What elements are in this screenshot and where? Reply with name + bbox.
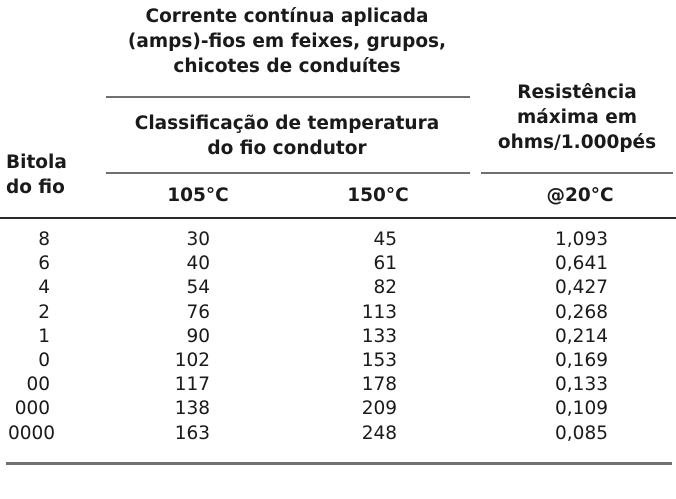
amps-150-cell: 248 [361, 423, 397, 444]
header-resistance-line-3: ohms/1.000pés [497, 132, 657, 153]
header-current-group [100, 4, 474, 79]
resistance-cell: 0,268 [555, 302, 608, 323]
gauge-cell: 0000 [8, 423, 56, 444]
amps-105-cell: 163 [174, 423, 210, 444]
resistance-cell: 0,427 [555, 277, 608, 298]
resistance-cell: 0,169 [555, 350, 608, 371]
amps-105-cell: 40 [186, 253, 210, 274]
resistance-cell: 1,093 [555, 229, 608, 250]
resistance-cell: 0,133 [555, 374, 608, 395]
header-resistance-line-2: máxima em [516, 107, 638, 128]
gauge-cell: 0 [38, 350, 50, 371]
resistance-cell: 0,109 [555, 398, 608, 419]
amps-150-cell: 45 [373, 229, 397, 250]
header-resistance-line-1: Resistência [517, 82, 637, 103]
header-col-105: 105°C [167, 185, 229, 206]
amps-105-cell: 102 [174, 350, 210, 371]
header-current-line-1: Corrente contínua aplicada [145, 6, 429, 27]
header-bottom-rule [0, 217, 676, 219]
amps-105-cell: 90 [186, 326, 210, 347]
amps-150-cell: 133 [361, 326, 397, 347]
amps-105-cell: 117 [174, 374, 210, 395]
resistance-cell: 0,214 [555, 326, 608, 347]
header-col-res-sub: @20°C [546, 185, 614, 206]
gauge-cell: 8 [38, 229, 50, 250]
table-bottom-rule [6, 462, 672, 465]
resistance-cell: 0,085 [555, 423, 608, 444]
header-temperature-group [100, 111, 474, 161]
amps-150-cell: 113 [361, 302, 397, 323]
gauge-cell: 6 [38, 253, 50, 274]
header-resistance-underline [481, 172, 673, 174]
amps-105-cell: 30 [186, 229, 210, 250]
amps-105-cell: 76 [186, 302, 210, 323]
amps-150-cell: 82 [373, 277, 397, 298]
gauge-cell: 000 [14, 398, 50, 419]
header-temperature-line-1: Classificação de temperatura [134, 113, 440, 134]
header-current-underline [106, 96, 470, 98]
header-temperature-line-2: do fio condutor [207, 138, 367, 159]
amps-150-cell: 209 [361, 398, 397, 419]
gauge-cell: 2 [38, 302, 50, 323]
amps-105-cell: 54 [186, 277, 210, 298]
header-gauge-line-1: Bitola [6, 152, 67, 173]
header-current-line-3: chicotes de conduítes [173, 56, 401, 77]
amps-150-cell: 153 [361, 350, 397, 371]
amps-150-cell: 178 [361, 374, 397, 395]
amps-105-cell: 138 [174, 398, 210, 419]
header-col-150: 150°C [347, 185, 409, 206]
gauge-cell: 4 [38, 277, 50, 298]
header-gauge-line-2: do fio [6, 177, 65, 198]
header-temperature-underline [106, 172, 470, 174]
resistance-cell: 0,641 [555, 253, 608, 274]
gauge-cell: 00 [26, 374, 50, 395]
header-gauge [6, 150, 82, 200]
header-resistance [478, 80, 676, 155]
header-current-line-2: (amps)-fios em feixes, grupos, [127, 31, 447, 52]
gauge-cell: 1 [38, 326, 50, 347]
amps-150-cell: 61 [373, 253, 397, 274]
